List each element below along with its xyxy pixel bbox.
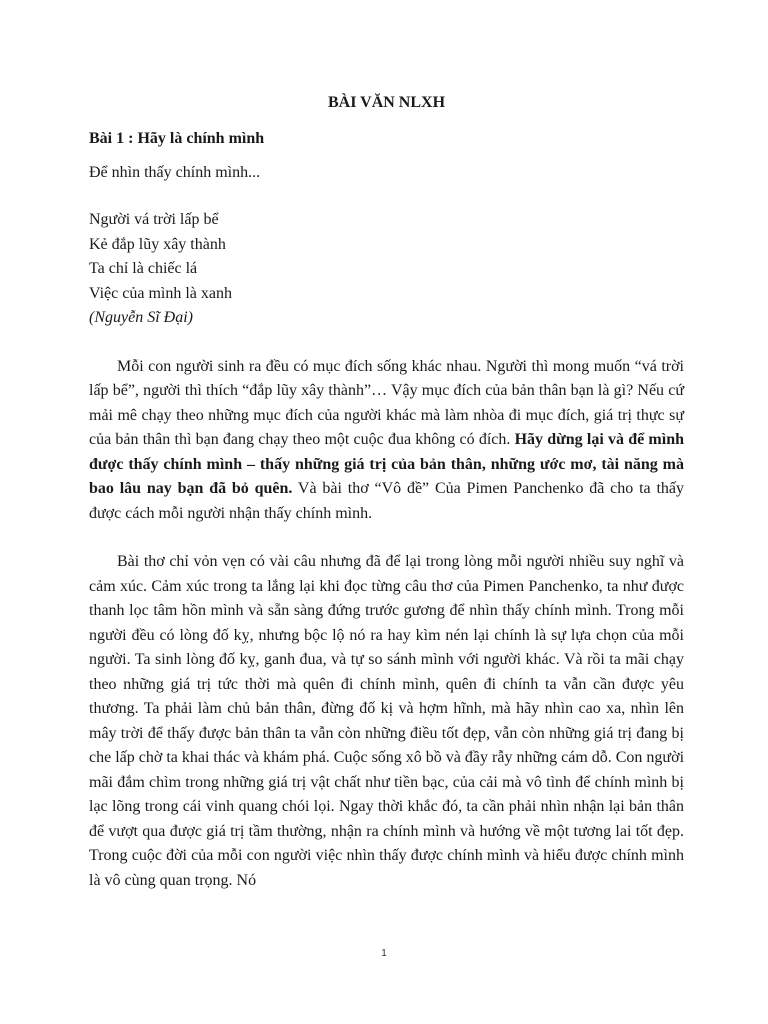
poem-author: (Nguyễn Sĩ Đại) xyxy=(89,309,193,326)
lead-line: Để nhìn thấy chính mình... xyxy=(89,164,261,181)
section-heading: Bài 1 : Hãy là chính mình xyxy=(89,130,265,147)
paragraph-1-text-end: Và bài thơ “Vô đề” Của Pimen Panchenko đã cho ta thấy được cách mỗi người nhận thấy chính mình. xyxy=(89,480,684,522)
poem-line: Việc của mình là xanh xyxy=(89,284,232,302)
poem-line: Kẻ đắp lũy xây thành xyxy=(89,235,226,253)
document-title: BÀI VĂN NLXH xyxy=(327,94,446,111)
paragraph-1-text-start: Mỗi con người sinh ra đều có mục đích sống khác nhau. Người thì mong muốn “vá trời lấp bể”, người thì thích “đắp lũy xây thành”… Vậy mục đích của bản thân bạn là gì? Nếu cứ mải mê chạy theo những mục đích của người khác mà làm nhòa đi mục đích, giá trị thực sự của bản thân thì bạn đang chạy theo một cuộc đua không có đích. xyxy=(89,357,684,448)
paragraph-2: Bài thơ chỉ vỏn vẹn có vài câu nhưng đã để lại trong lòng mỗi người nhiều suy nghĩ và cảm xúc. Cảm xúc trong ta lắng lại khi đọc từng câu thơ của Pimen Panchenko, ta như được thanh lọc tâm hồn mình và sẵn sàng đứng trước gương để nhìn thấy chính mình. Trong mỗi người đều có lòng đố kỵ, nhưng bộc lộ nó ra hay kìm nén lại chính là sự lựa chọn của mỗi người. Ta sinh lòng đố kỵ, ganh đua, và tự so sánh mình với người khác. Và rồi ta mãi chạy theo những giá trị tức thời mà quên đi chính mình, quên đi chính ta vẫn cần được yêu thương. Ta phải làm chủ bản thân, đừng đố kị và hợm hĩnh, mà hãy nhìn cao xa, nhìn lên mây trời để thấy được bản thân ta vẫn còn những điều tốt đẹp, vẫn còn những giá trị đang bị che lấp chờ ta khai thác và khám phá. Cuộc sống xô bồ và đầy rẫy những cám dỗ. Con người mãi đắm chìm trong những giá trị vật chất như tiền bạc, của cải mà vô tình để chính mình bị lạc lõng trong cái vinh quang chói lọi. Ngay thời khắc đó, ta cần phải nhìn nhận lại bản thân để vượt qua được giá trị tầm thường, nhận ra chính mình và hướng về một tương lai tốt đẹp. Trong cuộc đời của mỗi con người việc nhìn thấy được chính mình và hiểu được chính mình là vô cùng quan trọng. Nó xyxy=(89,553,685,889)
poem-block xyxy=(89,208,684,331)
page-number: 1 xyxy=(381,948,387,959)
paragraph-1-bold-text: Hãy dừng lại và để mình được thấy chính mình – thấy những giá trị của bản thân, những ước mơ, tài năng mà bao lâu nay bạn đã bỏ quên. xyxy=(89,431,684,497)
poem-line: Người vá trời lấp bể xyxy=(89,211,219,228)
poem-line: Ta chỉ là chiếc lá xyxy=(89,260,198,277)
paragraph-1 xyxy=(89,355,684,527)
